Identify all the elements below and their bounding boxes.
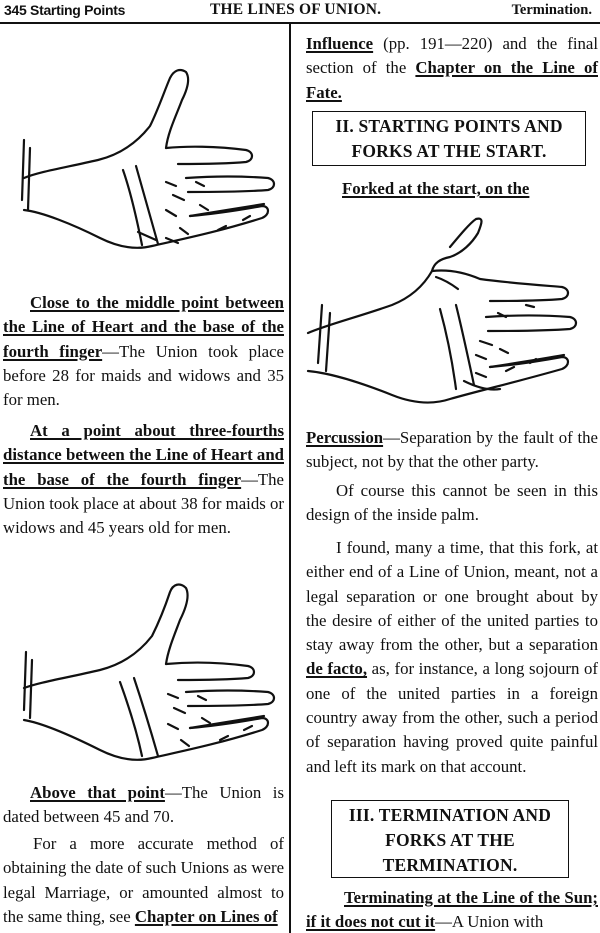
- heading-forked-at-start: Forked at the start, on the: [342, 179, 530, 198]
- text-percussion: —Separation by the fault of the subject, not by that the other party.: [306, 428, 598, 472]
- heading-terminating-line-of-sun: Terminating at the Line of the Sun; if it does not cut it: [306, 888, 598, 932]
- section-heading-starting-points: II. STARTING POINTS AND FORKS AT THE START.: [312, 111, 586, 166]
- running-header-left: 345 Starting Points: [4, 2, 126, 18]
- term-de-facto: de facto,: [306, 659, 368, 679]
- text-above-point: —The Union is dated between 45 and 70.: [3, 783, 284, 827]
- heading-percussion: Percussion: [306, 428, 384, 447]
- running-header-title: THE LINES OF UNION.: [210, 1, 382, 18]
- paragraph-of-course: Of course this cannot be seen in this design of the inside palm.: [306, 481, 598, 525]
- link-influence: Influence: [306, 34, 374, 53]
- paragraph-three-fourths: [3, 419, 284, 540]
- text-middle-point: —The Union took place before 28 for maids and widows and 35 for men.: [3, 341, 284, 410]
- column-divider: [289, 22, 291, 933]
- heading-middle-point: Close to the middle point between the Line of Heart and the base of the fourth finger: [3, 293, 284, 361]
- text-influence-pages: (pp. 191—220) and the final section of the: [306, 34, 598, 78]
- text-found-fork-2: as, for instance, a long sojourn of one of the united parties in a foreign country away from the other, such a period of separation having proved quite painful and left its mark on that account.: [306, 659, 598, 776]
- section-heading-termination: III. TERMINATION AND FORKS AT THE TERMINATION.: [331, 800, 569, 878]
- header-rule: [0, 22, 600, 24]
- paragraph-found-fork: [306, 536, 598, 779]
- link-chapter-lines-of-influence: Chapter on Lines of: [134, 906, 278, 926]
- paragraph-terminating: [306, 886, 598, 933]
- palm-illustration-2: [18, 578, 288, 778]
- heading-above-point: Above that point: [30, 783, 165, 802]
- text-three-fourths: —The Union took place at about 38 for maids or widows and 45 years old for men.: [3, 469, 284, 538]
- paragraph-middle-point: [3, 291, 284, 412]
- paragraph-above-point: [3, 781, 284, 830]
- text-found-fork-1: I found, many a time, that this fork, at either end of a Line of Union, meant, not a legal separation or one brought about by the desire of either of the united parties to stay away from the other, but a separation: [306, 538, 598, 655]
- palm-illustration-3: [300, 213, 596, 418]
- text-accurate-method: For a more accurate method of obtaining the date of such Unions as were legal Marriage, or amounted almost to the same thing, see: [3, 834, 285, 926]
- heading-three-fourths: At a point about three-fourths distance between the Line of Heart and the base of the fourth finger: [3, 421, 284, 489]
- text-terminating: —A Union with: [435, 912, 544, 932]
- palm-illustration-1: [18, 60, 288, 265]
- running-header-right: Termination.: [511, 2, 592, 18]
- paragraph-influence-continued: [306, 32, 598, 105]
- link-chapter-line-of-fate: Chapter on the Line of Fate.: [306, 58, 598, 102]
- paragraph-accurate-method: [3, 832, 284, 929]
- paragraph-percussion: [306, 426, 598, 475]
